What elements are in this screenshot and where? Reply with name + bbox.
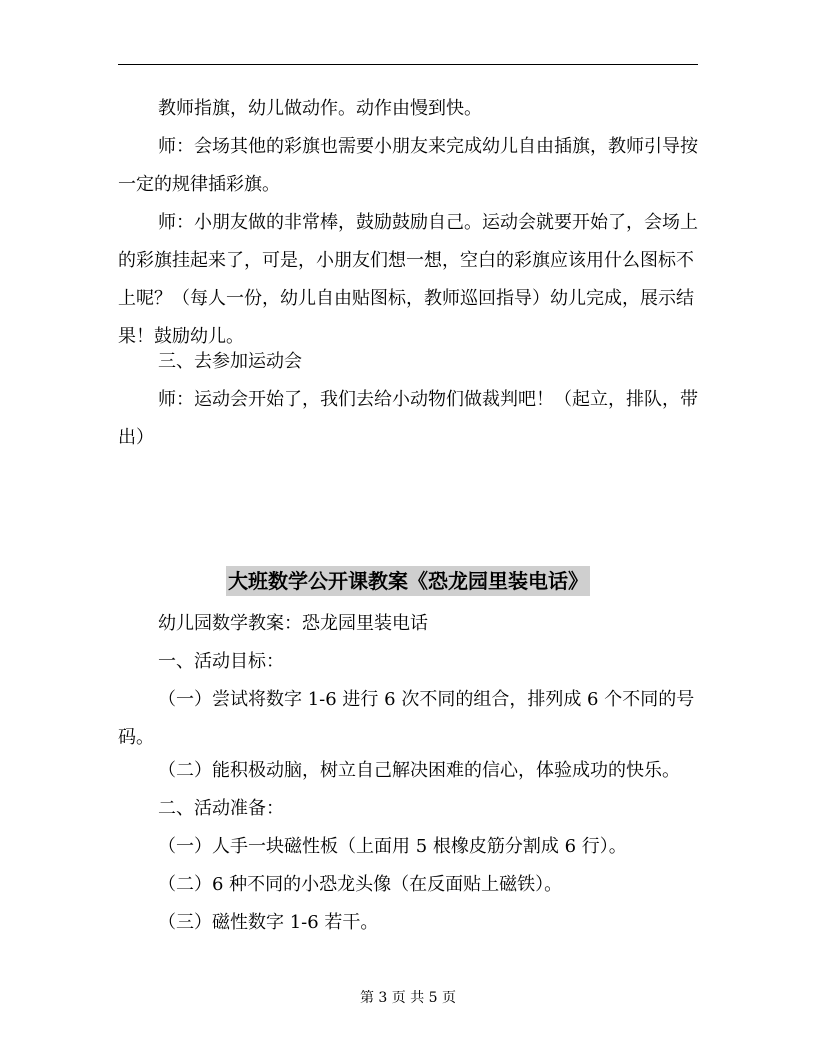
paragraph: 师：小朋友做的非常棒，鼓励鼓励自己。运动会就要开始了，会场上的彩旗挂起来了，可是，小朋友们想一想，空白的彩旗应该用什么图标不上呢？（每人一份，幼儿自由贴图标，教师巡回指导）幼儿完成，展示结果！鼓励幼儿。 [118,212,698,347]
paragraph: 师：会场其他的彩旗也需要小朋友来完成幼儿自由插旗，教师引导按一定的规律插彩旗。 [118,136,698,195]
lesson-title-container [0,566,816,596]
paragraph: （一）人手一块磁性板（上面用 5 根橡皮筋分割成 6 行）。 [158,836,627,857]
paragraph: 教师指旗，幼儿做动作。动作由慢到快。 [158,98,482,119]
paragraph: （二）能积极动脑，树立自己解决困难的信心，体验成功的快乐。 [158,760,680,781]
paragraph: 幼儿园数学教案：恐龙园里装电话 [158,613,428,634]
paragraph: （一）尝试将数字 1-6 进行 6 次不同的组合，排列成 6 个不同的号码。 [118,689,695,748]
page-number: 第 3 页 共 5 页 [359,990,457,1006]
section-heading: 三、去参加运动会 [158,351,302,372]
paragraph: （二）6 种不同的小恐龙头像（在反面贴上磁铁）。 [158,874,563,895]
paragraph: （三）磁性数字 1-6 若干。 [158,912,379,933]
section-heading: 二、活动准备： [158,798,284,819]
lesson-title: 大班数学公开课教案《恐龙园里装电话》 [226,566,590,596]
paragraph: 师：运动会开始了，我们去给小动物们做裁判吧！（起立，排队，带出） [118,389,698,448]
section-heading: 一、活动目标： [158,651,284,672]
header-rule [118,64,698,65]
